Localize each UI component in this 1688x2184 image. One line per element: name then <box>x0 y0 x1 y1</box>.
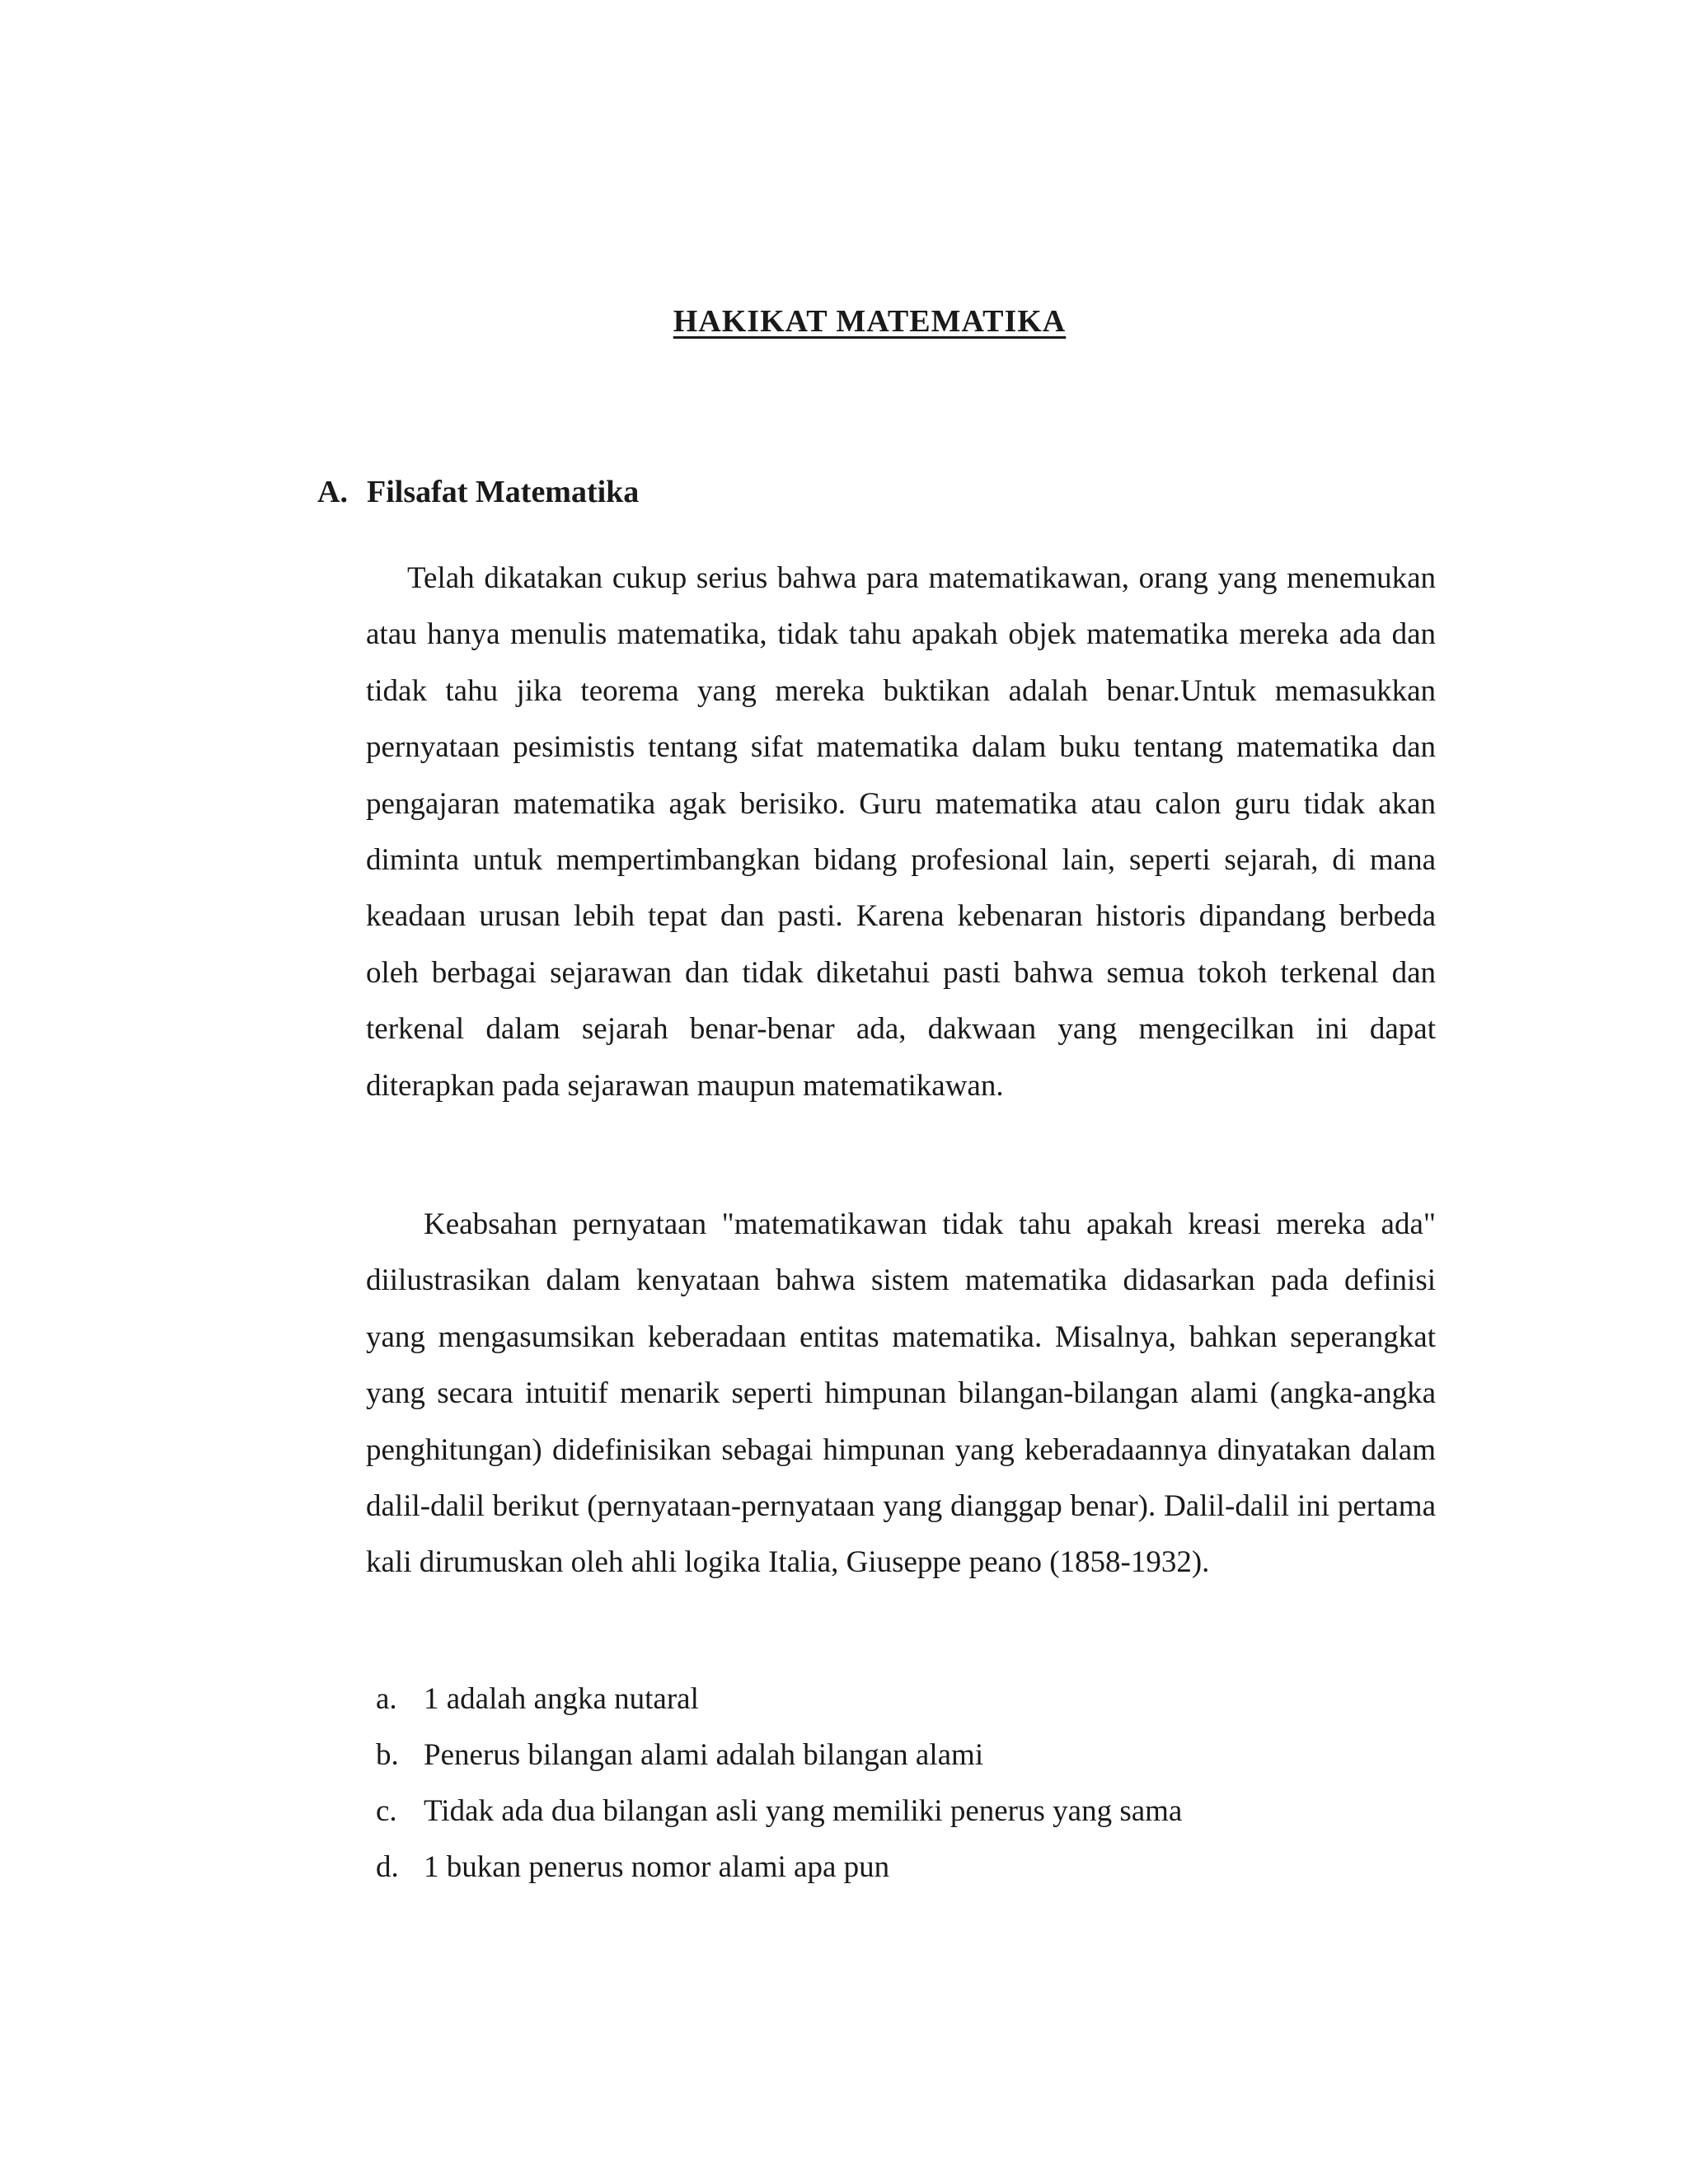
list-marker: d. <box>376 1850 399 1884</box>
list-item <box>366 1727 1436 1783</box>
list-item <box>366 1840 1436 1896</box>
list-marker: b. <box>376 1738 399 1772</box>
paragraph-1: Telah dikatakan cukup serius bahwa para matematikawan, orang yang menemukan atau hanya menulis matematika, tidak tahu apakah objek matematika mereka ada dan tidak tahu jika teorema yang mereka buktikan adalah benar.Untuk memasukkan pernyataan pesimistis tentang sifat matematika dalam buku tentang matematika dan pengajaran matematika agak berisiko. Guru matematika atau calon guru tidak akan diminta untuk mempertimbangkan bidang profesional lain, seperti sejarah, di mana keadaan urusan lebih tepat dan pasti. Karena kebenaran historis dipandang berbeda oleh berbagai sejarawan dan tidak diketahui pasti bahwa semua tokoh terkenal dan terkenal dalam sejarah benar-benar ada, dakwaan yang mengecilkan ini dapat diterapkan pada sejarawan maupun matematikawan. <box>366 561 1436 1103</box>
page-title: HAKIKAT MATEMATIKA <box>673 304 1067 339</box>
list-marker: a. <box>376 1682 397 1716</box>
list-item-text: Tidak ada dua bilangan asli yang memiliki penerus yang sama <box>424 1794 1183 1828</box>
list-item-text: 1 adalah angka nutaral <box>424 1682 699 1716</box>
section-marker: A. <box>317 475 348 509</box>
postulate-list <box>366 1671 1436 1896</box>
paragraph-block-1 <box>366 551 1436 1114</box>
list-marker: c. <box>376 1794 397 1828</box>
paragraph-block-2 <box>366 1197 1436 1591</box>
section-heading <box>317 474 639 510</box>
list-item-text: Penerus bilangan alami adalah bilangan alami <box>424 1738 984 1772</box>
list-item <box>366 1671 1436 1727</box>
list-item-text: 1 bukan penerus nomor alami apa pun <box>424 1850 890 1884</box>
section-heading-text: Filsafat Matematika <box>367 475 640 509</box>
paragraph-2: Keabsahan pernyataan "matematikawan tidak tahu apakah kreasi mereka ada" diilustrasikan dalam kenyataan bahwa sistem matematika didasarkan pada definisi yang mengasumsikan keberadaan entitas matematika. Misalnya, bahkan seperangkat yang secara intuitif menarik seperti himpunan bilangan-bilangan alami (angka-angka penghitungan) didefinisikan sebagai himpunan yang keberadaannya dinyatakan dalam dalil-dalil berikut (pernyataan-pernyataan yang dianggap benar). Dalil-dalil ini pertama kali dirumuskan oleh ahli logika Italia, Giuseppe peano (1858-1932). <box>366 1207 1436 1580</box>
list-item <box>366 1783 1436 1840</box>
